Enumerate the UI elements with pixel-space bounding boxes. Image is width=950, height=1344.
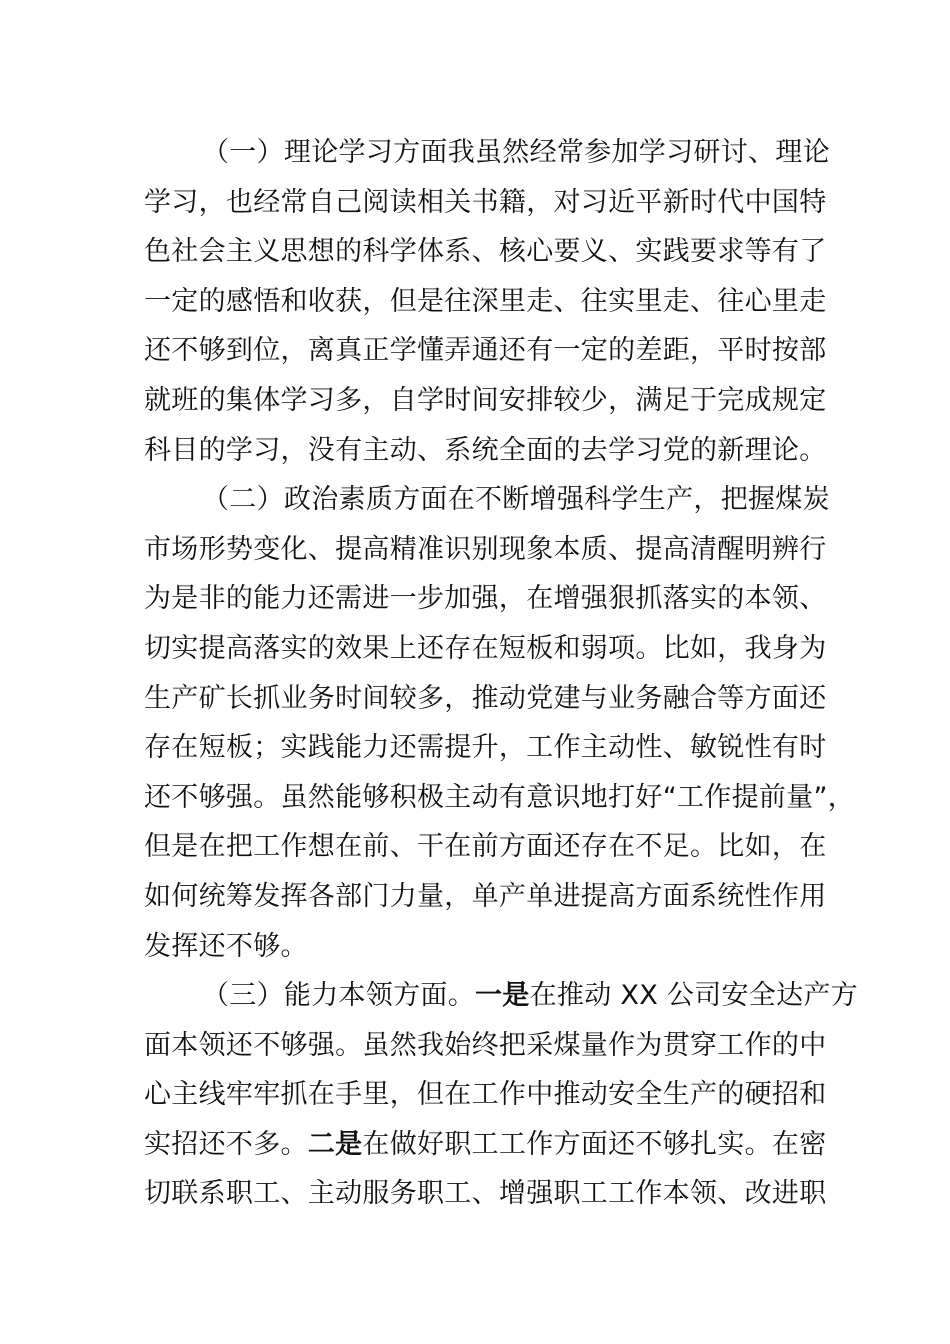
text-segment: 在推动 XX 公司安全达产方 bbox=[529, 980, 858, 1012]
document-body bbox=[144, 128, 858, 1219]
paragraph-2-line-3: 为是非的能力还需进一步加强，在增强狠抓落实的本领、 bbox=[144, 583, 827, 615]
bold-marker-yi-shi: 一是 bbox=[475, 980, 530, 1012]
text-segment: （三）能力本领方面。 bbox=[202, 980, 475, 1012]
paragraph-2-line-6: 存在短板；实践能力还需提升，工作主动性、敏锐性有时 bbox=[144, 732, 827, 764]
paragraph-2-line-10: 发挥还不够。 bbox=[144, 930, 308, 962]
paragraph-2-line-2: 市场形势变化、提高精准识别现象本质、提高清醒明辨行 bbox=[144, 533, 827, 565]
paragraph-2-line-1: （二）政治素质方面在不断增强科学生产，把握煤炭 bbox=[202, 484, 830, 516]
paragraph-1-line-5: 还不够到位，离真正学懂弄通还有一定的差距，平时按部 bbox=[144, 335, 827, 367]
paragraph-3-line-4 bbox=[144, 1120, 827, 1170]
paragraph-1-line-1: （一）理论学习方面我虽然经常参加学习研讨、理论 bbox=[202, 137, 830, 168]
paragraph-1-line-3: 色社会主义思想的科学体系、核心要义、实践要求等有了 bbox=[144, 236, 827, 268]
paragraph-1-line-7: 科目的学习，没有主动、系统全面的去学习党的新理论。 bbox=[144, 434, 827, 466]
bold-marker-er-shi: 二是 bbox=[307, 1128, 363, 1160]
text-segment: 实招还不多。 bbox=[144, 1128, 308, 1160]
paragraph-3-line-2: 面本领还不够强。虽然我始终把采煤量作为贯穿工作的中 bbox=[144, 1029, 827, 1061]
paragraph-2-line-9: 如何统筹发挥各部门力量，单产单进提高方面系统性作用 bbox=[144, 880, 827, 912]
paragraph-3-line-1 bbox=[144, 971, 858, 1021]
paragraph-1-line-4: 一定的感悟和收获，但是往深里走、往实里走、往心里走 bbox=[144, 285, 827, 317]
paragraph-1-line-6: 就班的集体学习多，自学时间安排较少，满足于完成规定 bbox=[144, 384, 827, 416]
paragraph-3-line-3: 心主线牢牢抓在手里，但在工作中推动安全生产的硬招和 bbox=[144, 1079, 827, 1111]
paragraph-2-line-4: 切实提高落实的效果上还存在短板和弱项。比如，我身为 bbox=[144, 632, 827, 664]
paragraph-2-line-5: 生产矿长抓业务时间较多，推动党建与业务融合等方面还 bbox=[144, 682, 827, 714]
paragraph-1-line-2: 学习，也经常自己阅读相关书籍，对习近平新时代中国特 bbox=[144, 186, 827, 218]
paragraph-3-line-5: 切联系职工、主动服务职工、增强职工工作本领、改进职 bbox=[144, 1178, 827, 1210]
paragraph-2-line-7: 还不够强。虽然能够积极主动有意识地打好“工作提前量”， bbox=[144, 781, 856, 813]
text-segment: 在做好职工工作方面还不够扎实。在密 bbox=[362, 1128, 827, 1160]
paragraph-2-line-8: 但是在把工作想在前、干在前方面还存在不足。比如，在 bbox=[144, 831, 827, 863]
